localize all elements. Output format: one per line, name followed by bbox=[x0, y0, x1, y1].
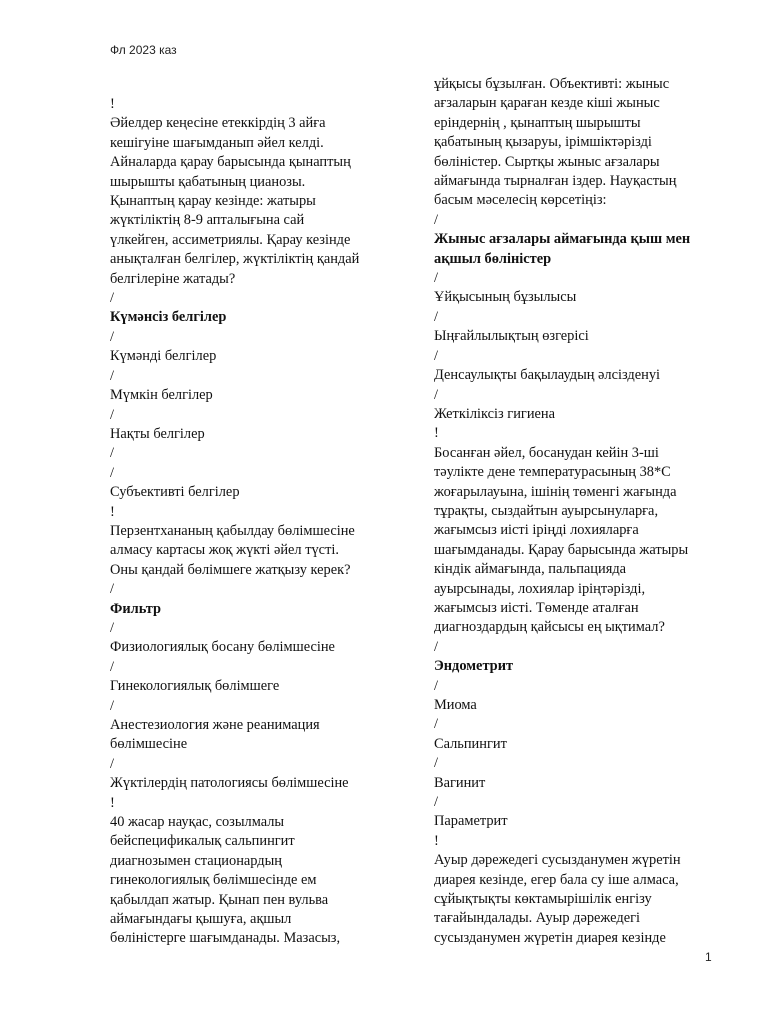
text-line: кіндік аймағында, пальпацияда bbox=[434, 561, 627, 578]
text-line: ұйқысы бұзылған. Объективті: жыныс bbox=[434, 76, 670, 92]
text-line: қабылдап жатыр. Қынап пен вульва bbox=[110, 891, 329, 908]
text-line: Нақты белгілер bbox=[110, 425, 205, 442]
option-separator: / bbox=[110, 445, 114, 462]
text-line: Жүктілердің патологиясы бөлімшесіне bbox=[110, 775, 349, 792]
page-number: 1 bbox=[705, 950, 712, 964]
correct-answer: Жыныс ағзалары аймағында қыш мен bbox=[434, 231, 691, 248]
text-line: ағзаларын қараған кезде кіші жыныс bbox=[434, 95, 660, 112]
text-line: қабатының қызаруы, ірімшіктәрізді bbox=[434, 134, 652, 151]
text-line: Айналарда қарау барысында қынаптың bbox=[110, 154, 351, 171]
document-header: Фл 2023 каз bbox=[110, 43, 177, 57]
correct-answer: ақшыл бөліністер bbox=[434, 250, 552, 267]
text-line: Миома bbox=[434, 697, 477, 713]
option-separator: / bbox=[434, 677, 438, 694]
text-line: тұрақты, сыздайтын ауырсынуларға, bbox=[434, 502, 659, 519]
option-separator: / bbox=[434, 308, 438, 325]
text-line: белгілеріне жатады? bbox=[110, 270, 236, 287]
text-line: сусызданумен жүретін диарея кезінде bbox=[434, 929, 666, 946]
text-line: сұйықтықты көктамырішілік енгізу bbox=[434, 891, 652, 908]
text-line: диагноздардың қайсысы ең ықтимал? bbox=[434, 619, 665, 636]
option-separator: / bbox=[434, 347, 438, 364]
text-line: шағымданады. Қарау барысында жатыры bbox=[434, 541, 689, 558]
text-line: Субъективті белгілер bbox=[110, 484, 240, 501]
text-line: диагнозымен стационардың bbox=[110, 852, 282, 869]
text-line: 40 жасар науқас, созылмалы bbox=[110, 814, 285, 831]
text-line: Гинекологиялық бөлімшеге bbox=[110, 678, 280, 695]
text-line: анықталған белгілер, жүктіліктің қандай bbox=[110, 251, 360, 268]
option-separator: / bbox=[110, 328, 114, 345]
correct-answer: Эндометрит bbox=[434, 658, 514, 675]
right-column bbox=[434, 75, 719, 948]
option-separator: / bbox=[110, 619, 114, 636]
option-separator: / bbox=[110, 406, 114, 423]
text-line: Ұйқысының бұзылысы bbox=[434, 289, 577, 306]
question-marker: ! bbox=[110, 96, 115, 112]
option-separator: / bbox=[110, 290, 114, 307]
text-line: кешігуіне шағымданып әйел келді. bbox=[110, 134, 324, 151]
question-marker: ! bbox=[434, 832, 439, 849]
text-line: Жеткіліксіз гигиена bbox=[434, 405, 555, 422]
option-separator: / bbox=[110, 581, 114, 598]
text-line: тағайындалады. Ауыр дәрежедегі bbox=[434, 910, 640, 927]
option-separator: / bbox=[110, 367, 114, 384]
option-separator: / bbox=[434, 755, 438, 772]
text-line: жағымсыз иісті. Төменде аталған bbox=[434, 599, 639, 616]
text-line: Босанған әйел, босанудан кейін 3-ші bbox=[434, 444, 659, 461]
text-line: бөліністерге шағымданады. Мазасыз, bbox=[110, 930, 341, 947]
question-marker: ! bbox=[110, 503, 115, 520]
text-line: Сальпингит bbox=[434, 735, 507, 752]
text-line: Перзентхананың қабылдау бөлімшесіне bbox=[110, 522, 355, 539]
text-line: Әйелдер кеңесіне етеккірдің 3 айға bbox=[110, 115, 326, 132]
text-line: Ыңғайлылықтың өзгерісі bbox=[434, 328, 589, 345]
question-marker: ! bbox=[434, 425, 439, 442]
text-line: жағымсыз иісті іріңді лохияларға bbox=[434, 522, 639, 539]
text-line: Ауыр дәрежедегі сусызданумен жүретін bbox=[434, 852, 681, 869]
text-line: Мүмкін белгілер bbox=[110, 387, 213, 404]
option-separator: / bbox=[110, 755, 114, 772]
text-line: ауырсынады, лохиялар іріңтәрізді, bbox=[434, 580, 646, 597]
option-separator: / bbox=[434, 794, 438, 811]
correct-answer: Күмәнсіз белгілер bbox=[110, 309, 227, 326]
text-line: тәулікте дене температурасының 38*С bbox=[434, 464, 671, 481]
text-line: Параметрит bbox=[434, 813, 508, 830]
text-line: бөліністер. Сыртқы жыныс ағзалары bbox=[434, 153, 660, 170]
option-separator: / bbox=[434, 211, 438, 228]
text-line: басым мәселесің көрсетіңіз: bbox=[434, 192, 607, 209]
text-line: Физиологиялық босану бөлімшесіне bbox=[110, 639, 335, 656]
option-separator: / bbox=[110, 658, 114, 675]
text-line: шырышты қабатының цианозы. bbox=[110, 173, 306, 190]
option-separator: / bbox=[434, 638, 438, 655]
option-separator: / bbox=[434, 716, 438, 733]
text-line: Күмәнді белгілер bbox=[110, 348, 217, 365]
text-line: гинекологиялық бөлімшесінде ем bbox=[110, 872, 317, 889]
text-line: Қынаптың қарау кезінде: жатыры bbox=[110, 193, 316, 210]
text-line: үлкейген, ассиметриялы. Қарау кезінде bbox=[110, 231, 351, 248]
option-separator: / bbox=[434, 270, 438, 287]
question-marker: ! bbox=[110, 794, 115, 811]
text-line: бөлімшесіне bbox=[110, 736, 188, 753]
text-line: аймағындағы қышуға, ақшыл bbox=[110, 911, 292, 928]
left-column bbox=[110, 95, 388, 949]
correct-answer: Фильтр bbox=[110, 600, 162, 617]
text-line: Анестезиология және реанимация bbox=[110, 717, 320, 733]
text-line: Оны қандай бөлімшеге жатқызу керек? bbox=[110, 561, 351, 578]
text-line: жоғарылауына, ішінің төменгі жағында bbox=[434, 483, 677, 500]
option-separator: / bbox=[110, 697, 114, 714]
text-line: Вагинит bbox=[434, 774, 486, 791]
text-line: жүктіліктің 8-9 апталығына сай bbox=[110, 212, 305, 229]
text-line: бейспецификалық сальпингит bbox=[110, 833, 295, 850]
option-separator: / bbox=[110, 464, 114, 481]
text-line: алмасу картасы жоқ жүкті әйел түсті. bbox=[110, 542, 339, 559]
text-line: еріндернің , қынаптың шырышты bbox=[434, 114, 641, 131]
text-line: диарея кезінде, егер бала су іше алмаса, bbox=[434, 871, 679, 888]
text-line: Денсаулықты бақылаудың әлсізденуі bbox=[434, 367, 661, 384]
text-line: аймағында тырналған іздер. Науқастың bbox=[434, 173, 677, 190]
option-separator: / bbox=[434, 386, 438, 403]
